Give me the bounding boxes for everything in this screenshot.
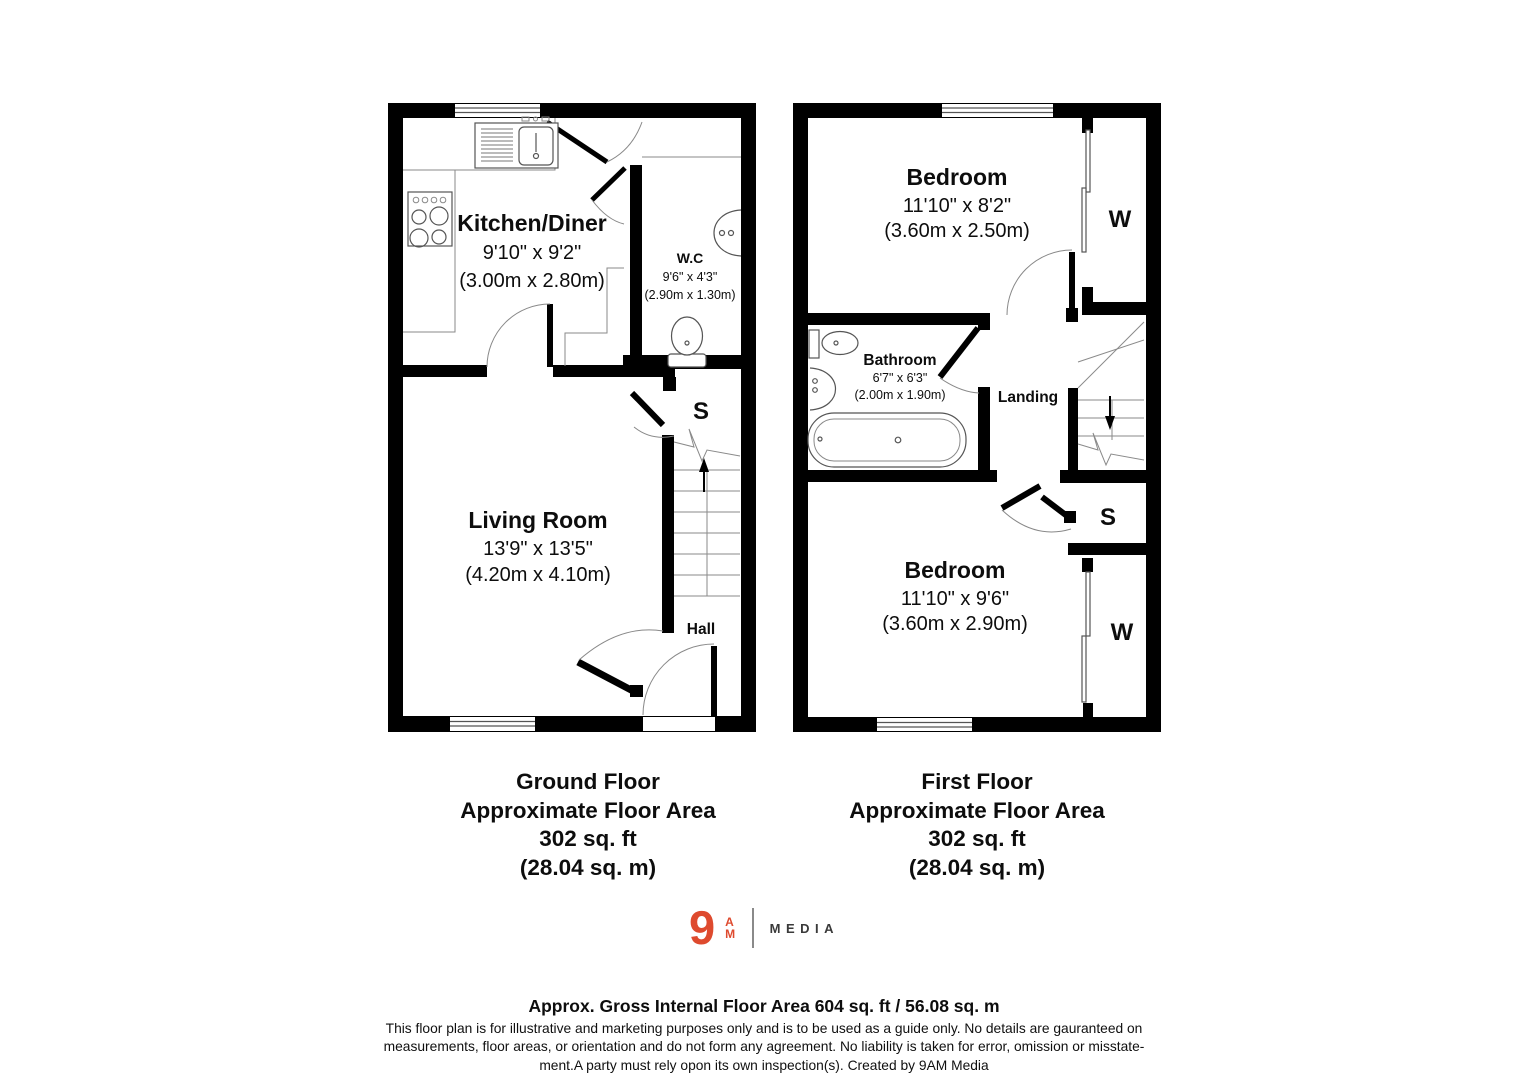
ground-floor-area-ft: 302 sq. ft [539, 826, 637, 851]
disclaimer-line-1: This floor plan is for illustrative and marketing purposes only and is to be used as a guide only. No details are gauranteed on [385, 1021, 1143, 1036]
ground-store-label: S [692, 398, 710, 425]
logo-divider [752, 908, 754, 948]
wardrobe-top-label: W [1108, 206, 1132, 233]
stairs-down-arrow [1105, 396, 1115, 430]
disclaimer-line-3: ment.A party must rely opon its own inspection(s). Created by 9AM Media [539, 1057, 989, 1073]
kitchen-dims-imperial: 9'10" x 9'2" [482, 242, 582, 264]
first-floor-area-m: (28.04 sq. m) [908, 854, 1046, 880]
bedroom2-dims-imperial: 11'10" x 9'6" [900, 588, 1010, 610]
bedroom1-dims-imperial: 11'10" x 8'2" [902, 195, 1012, 217]
logo-digit-9: 9 [688, 901, 716, 954]
bedroom2-label: Bedroom [904, 557, 1006, 583]
first-store-label: S [1099, 504, 1117, 531]
first-floor-plan [790, 100, 1164, 735]
bedroom1-dims-metric: (3.60m x 2.50m) [884, 220, 1030, 242]
bathroom-dims-imperial: 6'7" x 6'3" [872, 371, 928, 385]
ground-floor-area-caption: Approximate Floor Area [460, 797, 716, 823]
hall-label: Hall [686, 621, 716, 638]
ground-floor-area-m: (28.04 sq. m) [519, 854, 657, 880]
first-staircase [1078, 322, 1144, 465]
logo-media-text: MEDIA [769, 920, 840, 936]
wc-dims-imperial: 9'6" x 4'3" [662, 270, 718, 284]
bathroom-basin [810, 368, 836, 410]
first-floor-area-caption: Approximate Floor Area [849, 797, 1105, 823]
bathroom-label: Bathroom [863, 352, 937, 369]
ground-floor-title-line: Ground Floor [516, 769, 660, 794]
first-floor-title [790, 768, 1164, 882]
wc-dims-metric: (2.90m x 1.30m) [644, 288, 736, 302]
kitchen-label: Kitchen/Diner [457, 210, 607, 236]
first-floor-area-ft: 302 sq. ft [928, 826, 1026, 851]
ground-staircase [674, 429, 740, 596]
wc-basin [714, 210, 741, 256]
logo-letter-a: A [725, 914, 735, 929]
disclaimer-text [0, 1020, 1528, 1075]
living-room-dims-imperial: 13'9" x 13'5" [483, 538, 593, 560]
first-room-labels [854, 164, 1133, 646]
bedroom2-dims-metric: (3.60m x 2.90m) [882, 613, 1028, 635]
bedroom1-label: Bedroom [906, 164, 1008, 190]
logo-am-stack [725, 916, 736, 941]
bathroom-bath [808, 413, 966, 467]
ground-floor-title [401, 768, 775, 882]
landing-label: Landing [997, 389, 1059, 406]
first-floor-title-line: First Floor [921, 769, 1033, 794]
logo-letter-m: M [725, 927, 737, 941]
gross-area-line: Approx. Gross Internal Floor Area 604 sq. ft / 56.08 sq. m [528, 996, 1000, 1016]
wc-toilet [668, 317, 706, 367]
ground-room-labels [457, 210, 735, 638]
wardrobe-bottom-label: W [1110, 619, 1134, 646]
wc-label: W.C [676, 250, 704, 266]
ground-floor-plan [385, 100, 759, 735]
kitchen-dims-metric: (3.00m x 2.80m) [459, 270, 605, 292]
bathroom-dims-metric: (2.00m x 1.90m) [854, 388, 946, 402]
living-room-dims-metric: (4.20m x 4.10m) [465, 564, 611, 586]
kitchen-hob [408, 192, 452, 247]
kitchen-sink [475, 117, 558, 168]
9am-media-logo [0, 901, 1528, 954]
disclaimer-line-2: measurements, floor areas, or orientation and do not form any agreement. No liability is taken for error, omission or misstate- [383, 1039, 1145, 1055]
bathroom-toilet [809, 330, 858, 358]
living-room-label: Living Room [468, 507, 608, 533]
